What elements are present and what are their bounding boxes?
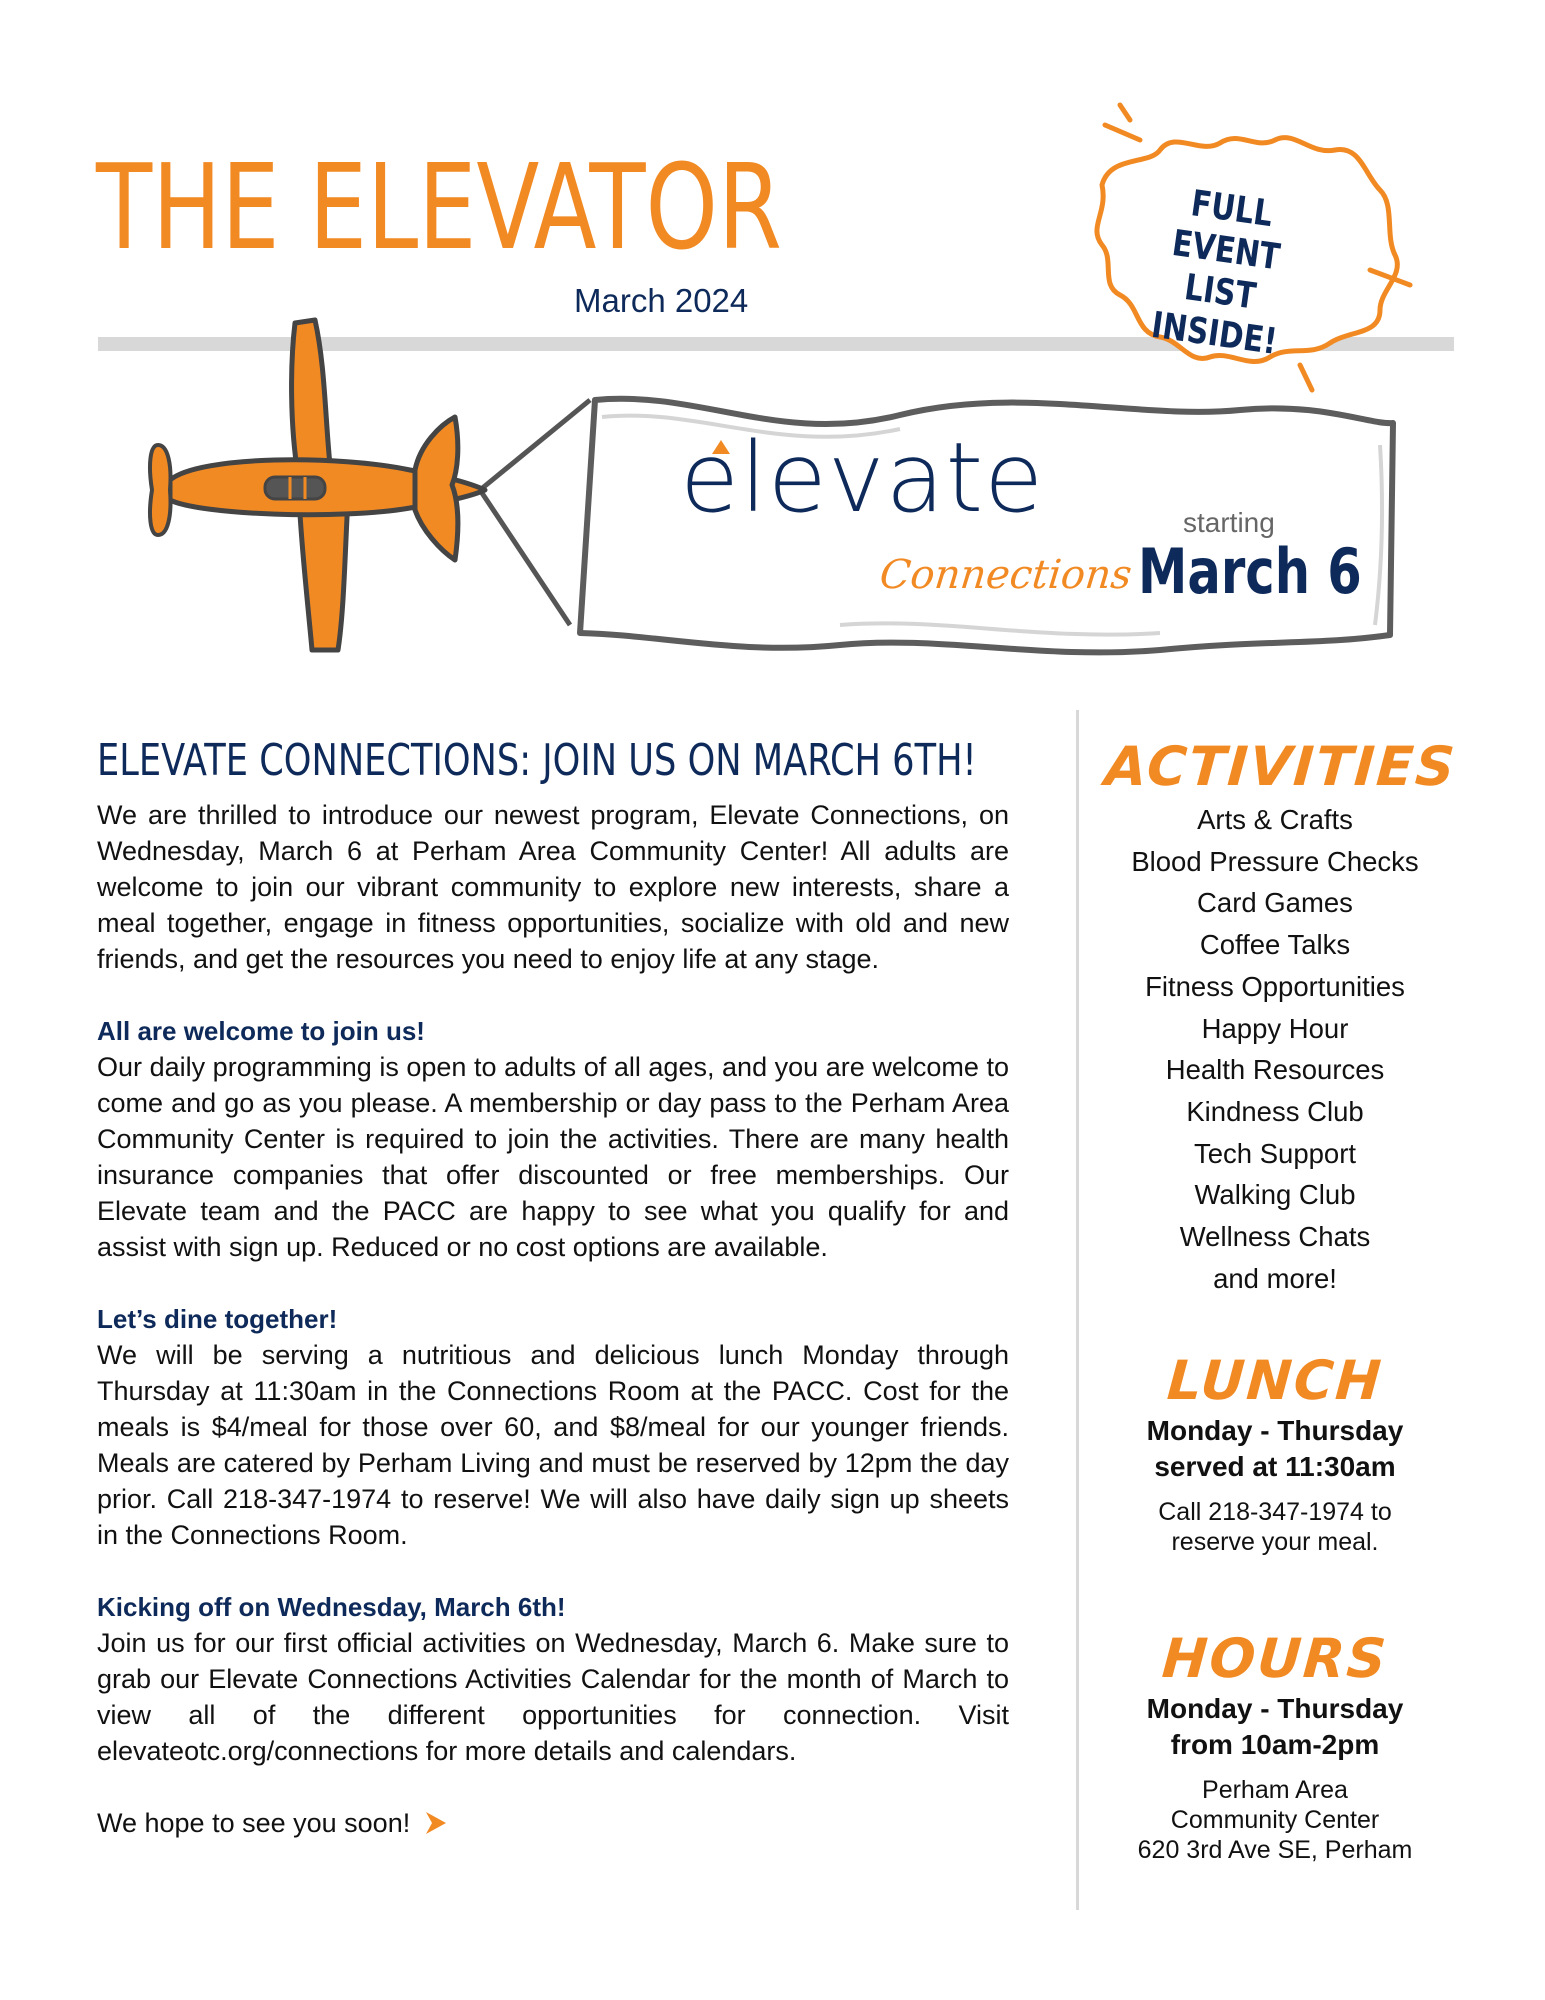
- elevate-logo: elevate: [680, 422, 1045, 534]
- list-item: Coffee Talks: [1199, 929, 1351, 961]
- lunch-note-line-1: Call 218-347-1974 to: [1158, 1498, 1392, 1527]
- list-item: Fitness Opportunities: [1145, 970, 1405, 1002]
- main-article: [97, 735, 1009, 1841]
- section-title-welcome: All are welcome to join us!: [97, 1016, 425, 1046]
- closing-text: We hope to see you soon!: [97, 1808, 411, 1838]
- logo-subtitle: Connections: [877, 552, 1134, 598]
- section-body-welcome: Our daily programming is open to adults of all ages, and you are welcome to come and go as you please. A membership or day pass to the Perham Area Community Center is required to join the activities. There are many health insurance companies that offer discounted or free memberships. Our Elevate team and the PACC are happy to see what you qualify for and assist with sign up. Reduced or no cost options are available.: [97, 1052, 1009, 1262]
- lunch-title: LUNCH: [1165, 1349, 1385, 1413]
- burst-line-1: FULL EVENT: [1169, 183, 1283, 279]
- list-item: Tech Support: [1193, 1137, 1357, 1169]
- location-line-1: Perham Area: [1202, 1776, 1348, 1805]
- list-item: Wellness Chats: [1179, 1221, 1371, 1253]
- list-item: Walking Club: [1194, 1179, 1356, 1211]
- section-title-dine: Let’s dine together!: [97, 1304, 338, 1334]
- article-heading: ELEVATE CONNECTIONS: JOIN US ON MARCH 6TH!: [97, 735, 977, 786]
- starting-label: starting: [1183, 507, 1275, 538]
- closing-line: [97, 1805, 1009, 1841]
- section-title-kickoff: Kicking off on Wednesday, March 6th!: [97, 1592, 566, 1622]
- hours-title: HOURS: [1160, 1627, 1390, 1691]
- section-body-kickoff: Join us for our first official activities on Wednesday, March 6. Make sure to grab our Elevate Connections Activities Calendar for the month of March to view all of the different opportunities for connection. Visit elevateotc.org/connections for more details and calendars.: [97, 1628, 1009, 1766]
- start-date: March 6: [1138, 535, 1362, 608]
- arrow-right-icon: [422, 1810, 448, 1836]
- issue-date: March 2024: [574, 282, 749, 319]
- list-item: Kindness Club: [1186, 1095, 1364, 1127]
- activities-title: ACTIVITIES: [1102, 735, 1459, 798]
- list-item: Arts & Crafts: [1197, 804, 1353, 835]
- list-item: and more!: [1213, 1262, 1337, 1294]
- hours-time: from 10am-2pm: [1170, 1729, 1380, 1761]
- list-item: Health Resources: [1165, 1054, 1385, 1086]
- lunch-time: served at 11:30am: [1154, 1451, 1396, 1483]
- article-intro: We are thrilled to introduce our newest program, Elevate Connections, on Wednesday, March 6 at Perham Area Community Center! All adults are welcome to join our vibrant community to explore new interests, share a meal together, engage in fitness opportunities, socialize with old and new friends, and get the resources you need to enjoy life at any stage.: [97, 800, 1009, 974]
- hours-days: Monday - Thursday: [1146, 1693, 1404, 1725]
- location-line-2: Community Center: [1170, 1806, 1380, 1835]
- list-item: Card Games: [1197, 887, 1353, 919]
- list-item: Happy Hour: [1201, 1012, 1349, 1044]
- burst-line-2: LIST INSIDE!: [1149, 267, 1280, 363]
- activities-list: [1105, 799, 1445, 1299]
- lunch-note-line-2: reserve your meal.: [1171, 1528, 1379, 1557]
- newsletter-title: THE ELEVATOR: [96, 138, 782, 276]
- location-line-3: 620 3rd Ave SE, Perham: [1137, 1836, 1413, 1865]
- logo-caret-icon: [712, 440, 730, 454]
- section-body-dine: We will be serving a nutritious and delicious lunch Monday through Thursday at 11:30am in the Connections Room at the PACC. Cost for the meals is $4/meal for those over 60, and $8/meal for our younger friends. Meals are catered by Perham Living and must be reserved by 12pm the day prior. Call 218-347-1974 to reserve! We will also have daily sign up sheets in the Connections Room.: [97, 1340, 1009, 1550]
- lunch-days: Monday - Thursday: [1146, 1415, 1404, 1447]
- sidebar: [1102, 735, 1459, 1865]
- column-divider: [1076, 710, 1079, 1910]
- list-item: Blood Pressure Checks: [1131, 845, 1419, 877]
